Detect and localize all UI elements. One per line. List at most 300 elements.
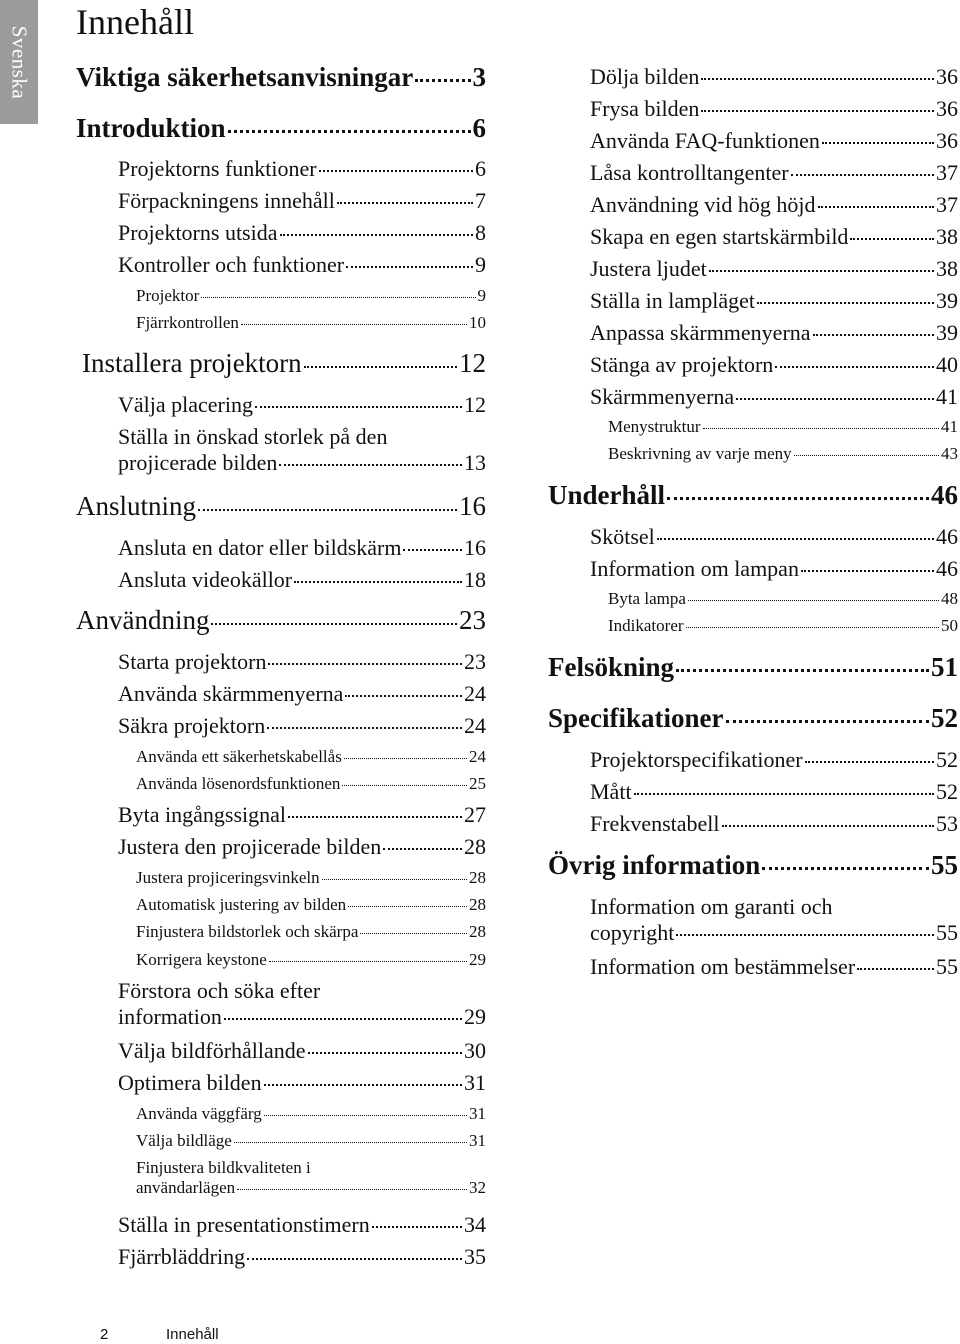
toc-entry-label: Specifikationer <box>548 703 724 733</box>
dot-leader <box>224 1018 462 1020</box>
toc-entry-page-number: 36 <box>936 64 958 89</box>
toc-entry[interactable] <box>118 392 486 418</box>
toc-entry-row <box>118 649 486 675</box>
toc-entry-row <box>590 556 958 582</box>
toc-entry-page-number: 10 <box>469 313 486 332</box>
toc-entry[interactable] <box>136 868 486 888</box>
toc-entry[interactable] <box>118 802 486 828</box>
toc-entry[interactable] <box>118 978 486 1030</box>
toc-entry-row <box>590 192 958 218</box>
toc-entry-title-line: Ställa in önskad storlek på den <box>118 424 388 449</box>
toc-entry-page-number: 55 <box>936 920 958 945</box>
toc-entry-row <box>76 605 486 636</box>
toc-entry-label: Felsökning <box>548 652 675 682</box>
toc-entry-label: Använda lösenordsfunktionen <box>136 774 341 793</box>
toc-entry-label: Använda skärmmenyerna <box>118 681 344 706</box>
toc-entry-row <box>590 920 958 946</box>
dot-leader <box>337 202 473 204</box>
toc-entry-row <box>590 320 958 346</box>
toc-entry[interactable] <box>548 850 958 881</box>
toc-entry[interactable] <box>136 1158 486 1198</box>
toc-entry[interactable] <box>136 1131 486 1151</box>
toc-entry-label: Låsa kontrolltangenter <box>590 160 789 185</box>
toc-entry-row <box>590 256 958 282</box>
dot-leader <box>360 933 467 934</box>
dot-leader <box>794 455 939 456</box>
toc-entry-page-number: 16 <box>459 491 486 521</box>
toc-entry[interactable] <box>118 567 486 593</box>
toc-entry-row <box>548 480 958 511</box>
toc-entry[interactable] <box>76 491 486 522</box>
toc-entry-label: Starta projektorn <box>118 649 267 674</box>
toc-entry-label: Underhåll <box>548 480 666 510</box>
toc-entry-row <box>118 681 486 707</box>
toc-entry[interactable] <box>136 922 486 942</box>
toc-entry[interactable] <box>590 954 958 980</box>
toc-entry[interactable] <box>548 652 958 683</box>
toc-entry[interactable] <box>590 96 958 122</box>
toc-entry-page-number: 52 <box>936 747 958 772</box>
toc-entry[interactable] <box>548 480 958 511</box>
toc-entry-label: Skapa en egen startskärmbild <box>590 224 849 249</box>
dot-leader <box>211 623 457 625</box>
toc-entry-page-number: 23 <box>459 605 486 635</box>
dot-leader <box>234 1142 467 1143</box>
dot-leader <box>201 297 475 298</box>
dot-leader <box>304 366 457 368</box>
dot-leader <box>344 758 467 759</box>
toc-entry-label: Välja bildförhållande <box>118 1038 306 1063</box>
dot-leader <box>255 406 462 408</box>
toc-entry-row <box>76 113 486 144</box>
toc-entry[interactable] <box>118 1244 486 1270</box>
toc-entry-page-number: 46 <box>936 556 958 581</box>
dot-leader <box>241 324 467 325</box>
toc-entry-page-number: 37 <box>936 160 958 185</box>
dot-leader <box>701 110 934 112</box>
toc-entry-label: Fjärrbläddring <box>118 1244 246 1269</box>
toc-entry-row <box>608 616 958 636</box>
toc-entry-page-number: 28 <box>464 834 486 859</box>
toc-entry-page-number: 9 <box>477 286 486 305</box>
dot-leader <box>288 816 462 818</box>
dot-leader <box>850 238 934 240</box>
toc-entry-row <box>118 450 486 476</box>
dot-leader <box>726 720 930 723</box>
toc-entry[interactable] <box>590 556 958 582</box>
dot-leader <box>342 785 467 786</box>
toc-entry-label: Projektorns utsida <box>118 220 278 245</box>
toc-entry-page-number: 51 <box>931 652 958 682</box>
footer-page-number: 2 <box>100 1326 109 1343</box>
toc-entry[interactable] <box>608 589 958 609</box>
toc-entry-page-number: 46 <box>931 480 958 510</box>
footer-section-name: Innehåll <box>166 1326 219 1343</box>
toc-entry-page-number: 39 <box>936 320 958 345</box>
toc-entry-label: Mått <box>590 779 632 804</box>
toc-entry-page-number: 13 <box>464 450 486 475</box>
toc-entry-label: Fjärrkontrollen <box>136 313 239 332</box>
toc-entry-label: Kontroller och funktioner <box>118 252 345 277</box>
toc-entry-page-number: 48 <box>941 589 958 608</box>
toc-entry-row <box>590 747 958 773</box>
toc-entry[interactable] <box>590 128 958 154</box>
toc-entry-page-number: 23 <box>464 649 486 674</box>
dot-leader <box>308 1052 462 1054</box>
toc-entry-row <box>590 64 958 90</box>
dot-leader <box>676 669 929 672</box>
toc-entry-row <box>608 417 958 437</box>
toc-entry-row <box>136 922 486 942</box>
toc-entry-row <box>136 286 486 306</box>
toc-entry[interactable] <box>590 811 958 837</box>
toc-entry-page-number: 28 <box>469 868 486 887</box>
toc-entry-page-number: 34 <box>464 1212 486 1237</box>
toc-entry-page-number: 53 <box>936 811 958 836</box>
toc-entry-page-number: 41 <box>941 417 958 436</box>
dot-leader <box>372 1226 462 1228</box>
toc-entry[interactable] <box>76 62 486 93</box>
dot-leader <box>319 170 473 172</box>
toc-entry-label: Projektor <box>136 286 200 305</box>
toc-entry-page-number: 29 <box>464 1004 486 1029</box>
toc-entry[interactable] <box>118 535 486 561</box>
toc-entry-row <box>548 703 958 734</box>
toc-entry-label: Automatisk justering av bilden <box>136 895 347 914</box>
toc-entry-row <box>118 1004 486 1030</box>
dot-leader <box>818 206 935 208</box>
dot-leader <box>757 302 934 304</box>
toc-entry-row <box>136 747 486 767</box>
toc-entry-page-number: 24 <box>464 713 486 738</box>
toc-entry-row <box>590 811 958 837</box>
toc-entry-row <box>118 713 486 739</box>
toc-entry[interactable] <box>118 1038 486 1064</box>
toc-entry-row <box>590 352 958 378</box>
toc-entry-page-number: 36 <box>936 128 958 153</box>
toc-entry-label: Frysa bilden <box>590 96 700 121</box>
toc-entry-label: Menystruktur <box>608 417 701 436</box>
toc-entry-page-number: 32 <box>469 1178 486 1197</box>
toc-entry-row <box>608 444 958 464</box>
dot-leader <box>345 695 462 697</box>
toc-entry-label: Projektorns funktioner <box>118 156 317 181</box>
toc-entry-page-number: 31 <box>469 1104 486 1123</box>
toc-entry-row <box>76 62 486 93</box>
toc-entry[interactable] <box>590 224 958 250</box>
toc-entry-label: Ansluta en dator eller bildskärm <box>118 535 402 560</box>
dot-leader <box>268 663 462 665</box>
toc-entry-label: information <box>118 1004 222 1029</box>
toc-entry-label: Ställa in lampläget <box>590 288 755 313</box>
toc-entry-label: Dölja bilden <box>590 64 700 89</box>
toc-entry-page-number: 43 <box>941 444 958 463</box>
toc-entry-label: Skärmmenyerna <box>590 384 735 409</box>
toc-entry-label: Justera den projicerade bilden <box>118 834 382 859</box>
toc-entry-row <box>118 1244 486 1270</box>
toc-entry-label: Finjustera bildstorlek och skärpa <box>136 922 359 941</box>
toc-entry-row <box>548 652 958 683</box>
dot-leader <box>634 793 934 795</box>
toc-entry[interactable] <box>136 313 486 333</box>
toc-entry-title-line: Finjustera bildkvaliteten i <box>136 1158 311 1177</box>
toc-entry-page-number: 24 <box>469 747 486 766</box>
dot-leader <box>294 581 462 583</box>
toc-entry-page-number: 40 <box>936 352 958 377</box>
dot-leader <box>801 570 934 572</box>
dot-leader <box>267 727 462 729</box>
toc-entry[interactable] <box>136 1104 486 1124</box>
toc-entry[interactable] <box>118 1070 486 1096</box>
toc-entry-page-number: 52 <box>936 779 958 804</box>
toc-entry-page-number: 16 <box>464 535 486 560</box>
toc-entry-row <box>608 589 958 609</box>
toc-entry-page-number: 35 <box>464 1244 486 1269</box>
toc-entry-page-number: 38 <box>936 224 958 249</box>
toc-entry-row <box>136 1104 486 1124</box>
toc-entry[interactable] <box>590 747 958 773</box>
dot-leader <box>805 761 934 763</box>
toc-entry-page-number: 41 <box>936 384 958 409</box>
toc-entry-label: Installera projektorn <box>82 348 302 378</box>
toc-entry[interactable] <box>118 649 486 675</box>
dot-leader <box>775 366 934 368</box>
dot-leader <box>280 234 474 236</box>
toc-entry-row <box>136 774 486 794</box>
dot-leader <box>688 600 939 601</box>
toc-entry[interactable] <box>590 192 958 218</box>
dot-leader <box>813 334 934 336</box>
toc-entry-row <box>590 160 958 186</box>
language-tab <box>0 0 38 124</box>
toc-entry-label: Indikatorer <box>608 616 684 635</box>
toc-entry-label: Justera ljudet <box>590 256 707 281</box>
toc-entry-page-number: 31 <box>469 1131 486 1150</box>
toc-entry-label: Projektorspecifikationer <box>590 747 803 772</box>
dot-leader <box>403 549 462 551</box>
toc-entry-page-number: 29 <box>469 950 486 969</box>
toc-entry[interactable] <box>608 417 958 437</box>
language-tab-label: Svenska <box>7 25 32 99</box>
toc-entry-row <box>590 96 958 122</box>
dot-leader <box>676 934 934 936</box>
toc-entry-page-number: 8 <box>475 220 486 245</box>
toc-entry-label: Använda väggfärg <box>136 1104 262 1123</box>
toc-entry-row <box>548 850 958 881</box>
toc-entry-label: Använda FAQ-funktionen <box>590 128 820 153</box>
toc-entry-page-number: 18 <box>464 567 486 592</box>
toc-entry-page-number: 24 <box>464 681 486 706</box>
toc-entry-row <box>118 1070 486 1096</box>
dot-leader <box>346 266 473 268</box>
toc-entry-label: Information om bestämmelser <box>590 954 856 979</box>
dot-leader <box>322 879 467 880</box>
toc-entry[interactable] <box>590 779 958 805</box>
toc-entry-page-number: 55 <box>936 954 958 979</box>
toc-entry[interactable] <box>118 424 486 476</box>
toc-entry-label: Optimera bilden <box>118 1070 262 1095</box>
dot-leader <box>791 174 934 176</box>
toc-entry-row <box>118 567 486 593</box>
toc-entry[interactable] <box>590 352 958 378</box>
toc-entry-page-number: 30 <box>464 1038 486 1063</box>
toc-entry-page-number: 38 <box>936 256 958 281</box>
toc-entry-row <box>118 834 486 860</box>
toc-entry-page-number: 39 <box>936 288 958 313</box>
dot-leader <box>701 78 934 80</box>
toc-entry[interactable] <box>608 444 958 464</box>
toc-entry-label: Stänga av projektorn <box>590 352 774 377</box>
toc-entry-row <box>118 1212 486 1238</box>
toc-entry[interactable] <box>82 348 486 379</box>
toc-entry[interactable] <box>118 1212 486 1238</box>
toc-entry-page-number: 9 <box>475 252 486 277</box>
toc-entry[interactable] <box>590 160 958 186</box>
toc-entry-label: Ansluta videokällor <box>118 567 293 592</box>
page-title: Innehåll <box>76 2 194 42</box>
toc-entry-row <box>82 348 486 379</box>
dot-leader <box>348 906 467 907</box>
toc-entry-label: Information om lampan <box>590 556 799 581</box>
dot-leader <box>247 1258 462 1260</box>
toc-entry[interactable] <box>136 747 486 767</box>
toc-entry[interactable] <box>136 286 486 306</box>
toc-entry-page-number: 31 <box>464 1070 486 1095</box>
toc-entry-page-number: 27 <box>464 802 486 827</box>
toc-entry-page-number: 50 <box>941 616 958 635</box>
toc-entry-row <box>118 156 486 182</box>
toc-entry-row <box>118 252 486 278</box>
toc-entry[interactable] <box>590 524 958 550</box>
toc-entry[interactable] <box>590 384 958 410</box>
toc-entry-row <box>76 491 486 522</box>
dot-leader <box>279 464 462 466</box>
dot-leader <box>237 1189 467 1190</box>
toc-entry-page-number: 25 <box>469 774 486 793</box>
dot-leader <box>822 142 934 144</box>
toc-entry[interactable] <box>118 220 486 246</box>
toc-entry[interactable] <box>136 774 486 794</box>
dot-leader <box>703 428 939 429</box>
toc-entry[interactable] <box>76 605 486 636</box>
toc-entry[interactable] <box>590 894 958 946</box>
dot-leader <box>383 848 462 850</box>
toc-entry-page-number: 3 <box>472 62 486 92</box>
dot-leader <box>709 270 934 272</box>
toc-entry-label: Förpackningens innehåll <box>118 188 335 213</box>
toc-entry-label: användarlägen <box>136 1178 236 1197</box>
toc-entry-page-number: 7 <box>475 188 486 213</box>
toc-entry-page-number: 46 <box>936 524 958 549</box>
toc-entry-label: Anslutning <box>76 491 197 521</box>
toc-entry[interactable] <box>590 320 958 346</box>
toc-entry-row <box>590 128 958 154</box>
toc-entry-label: Byta ingångssignal <box>118 802 287 827</box>
dot-leader <box>762 867 929 870</box>
toc-entry-row <box>136 1131 486 1151</box>
dot-leader <box>264 1084 462 1086</box>
toc-entry-page-number: 28 <box>469 922 486 941</box>
toc-entry-page-number: 6 <box>475 156 486 181</box>
toc-entry-title-line: Information om garanti och <box>590 894 833 919</box>
toc-entry-title-line: Förstora och söka efter <box>118 978 321 1003</box>
dot-leader <box>415 79 470 82</box>
toc-entry-row <box>118 392 486 418</box>
toc-entry-page-number: 12 <box>464 392 486 417</box>
toc-entry-page-number: 55 <box>931 850 958 880</box>
toc-entry-label: Introduktion <box>76 113 226 143</box>
dot-leader <box>686 627 939 628</box>
toc-entry-label: Viktiga säkerhetsanvisningar <box>76 62 414 92</box>
toc-entry[interactable] <box>118 834 486 860</box>
toc-entry[interactable] <box>548 703 958 734</box>
toc-entry[interactable] <box>118 156 486 182</box>
toc-entry-label: Justera projiceringsvinkeln <box>136 868 320 887</box>
toc-entry-row <box>590 779 958 805</box>
toc-entry-label: Använda ett säkerhetskabellås <box>136 747 342 766</box>
toc-entry-label: Byta lampa <box>608 589 686 608</box>
dot-leader <box>228 130 471 133</box>
toc-entry[interactable] <box>118 252 486 278</box>
toc-entry-label: Säkra projektorn <box>118 713 266 738</box>
toc-entry-label: Korrigera keystone <box>136 950 267 969</box>
toc-entry[interactable] <box>590 64 958 90</box>
toc-entry-label: projicerade bilden <box>118 450 278 475</box>
toc-entry-label: Beskrivning av varje meny <box>608 444 792 463</box>
toc-entry-page-number: 28 <box>469 895 486 914</box>
toc-entry-label: Välja placering <box>118 392 253 417</box>
toc-entry-row <box>136 895 486 915</box>
toc-entry-label: Anpassa skärmmenyerna <box>590 320 811 345</box>
toc-entry[interactable] <box>590 288 958 314</box>
toc-entry-label: copyright <box>590 920 675 945</box>
toc-entry-label: Användning vid hög höjd <box>590 192 816 217</box>
toc-entry-row <box>118 220 486 246</box>
dot-leader <box>264 1115 467 1116</box>
toc-entry-row <box>136 868 486 888</box>
toc-entry[interactable] <box>136 895 486 915</box>
toc-entry[interactable] <box>118 681 486 707</box>
toc-entry-label: Välja bildläge <box>136 1131 232 1150</box>
toc-entry-label: Skötsel <box>590 524 655 549</box>
toc-entry-row <box>136 950 486 970</box>
toc-entry[interactable] <box>76 113 486 144</box>
toc-entry-row <box>118 535 486 561</box>
toc-entry[interactable] <box>118 188 486 214</box>
dot-leader <box>269 961 467 962</box>
toc-entry-label: Frekvenstabell <box>590 811 720 836</box>
toc-entry-row <box>118 802 486 828</box>
toc-entry[interactable] <box>590 256 958 282</box>
dot-leader <box>736 398 934 400</box>
toc-entry-page-number: 12 <box>459 348 486 378</box>
toc-entry-label: Övrig information <box>548 850 761 880</box>
toc-entry-label: Ställa in presentationstimern <box>118 1212 370 1237</box>
toc-entry-row <box>590 224 958 250</box>
toc-entry-row <box>590 384 958 410</box>
toc-entry-row <box>136 313 486 333</box>
dot-leader <box>657 538 934 540</box>
toc-entry[interactable] <box>136 950 486 970</box>
toc-entry-page-number: 6 <box>472 113 486 143</box>
toc-entry-row <box>590 954 958 980</box>
dot-leader <box>722 825 934 827</box>
toc-entry[interactable] <box>118 713 486 739</box>
dot-leader <box>667 497 929 500</box>
toc-entry-label: Användning <box>76 605 210 635</box>
toc-entry[interactable] <box>608 616 958 636</box>
toc-entry-row <box>118 1038 486 1064</box>
